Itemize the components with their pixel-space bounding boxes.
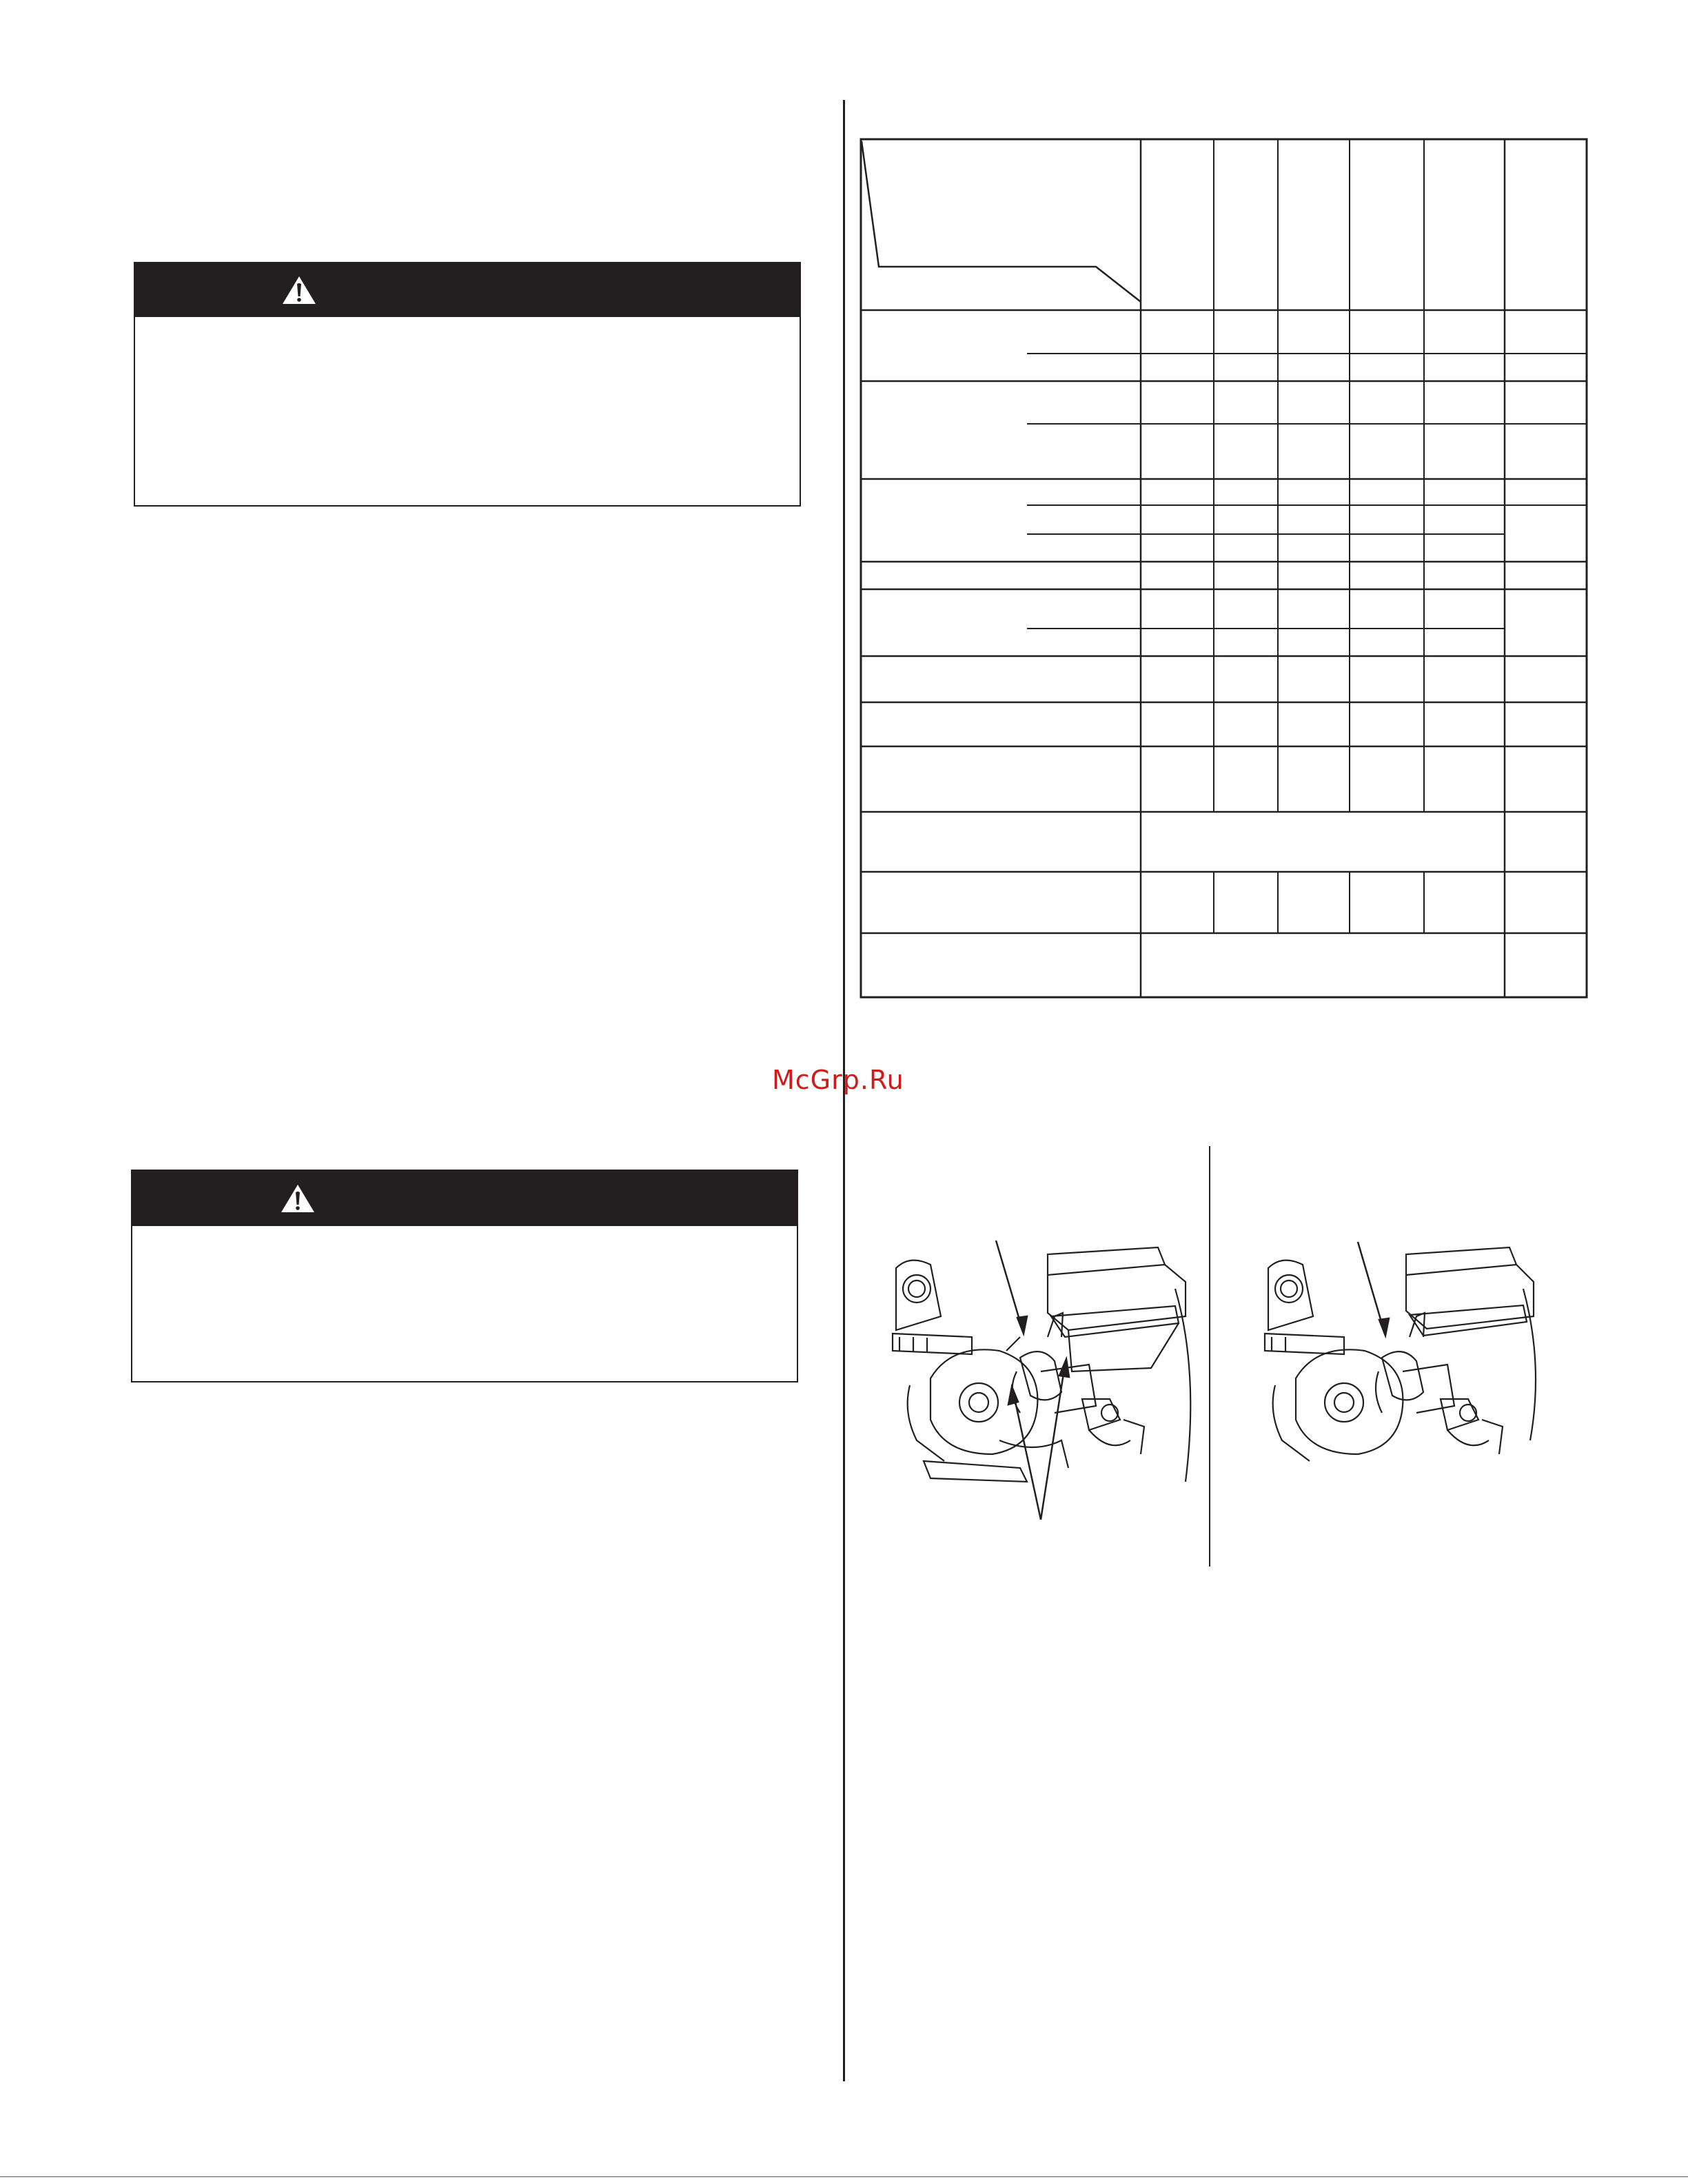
table-corner-header <box>862 141 1141 302</box>
engine-figure-right <box>1254 1234 1544 1496</box>
warning-header-bar <box>135 263 800 317</box>
figure-divider <box>1209 1146 1210 1566</box>
warning-box-top <box>134 262 801 507</box>
table-border <box>861 139 1587 997</box>
warning-header-bar <box>132 1171 797 1226</box>
watermark: McGrp.Ru <box>772 1065 904 1095</box>
footer-rule <box>0 2176 1688 2177</box>
warning-triangle-icon <box>281 275 317 305</box>
warning-triangle-icon <box>280 1183 316 1214</box>
engine-figure-left <box>882 1234 1199 1551</box>
spec-table <box>855 134 1592 1003</box>
warning-box-bottom <box>131 1170 798 1382</box>
